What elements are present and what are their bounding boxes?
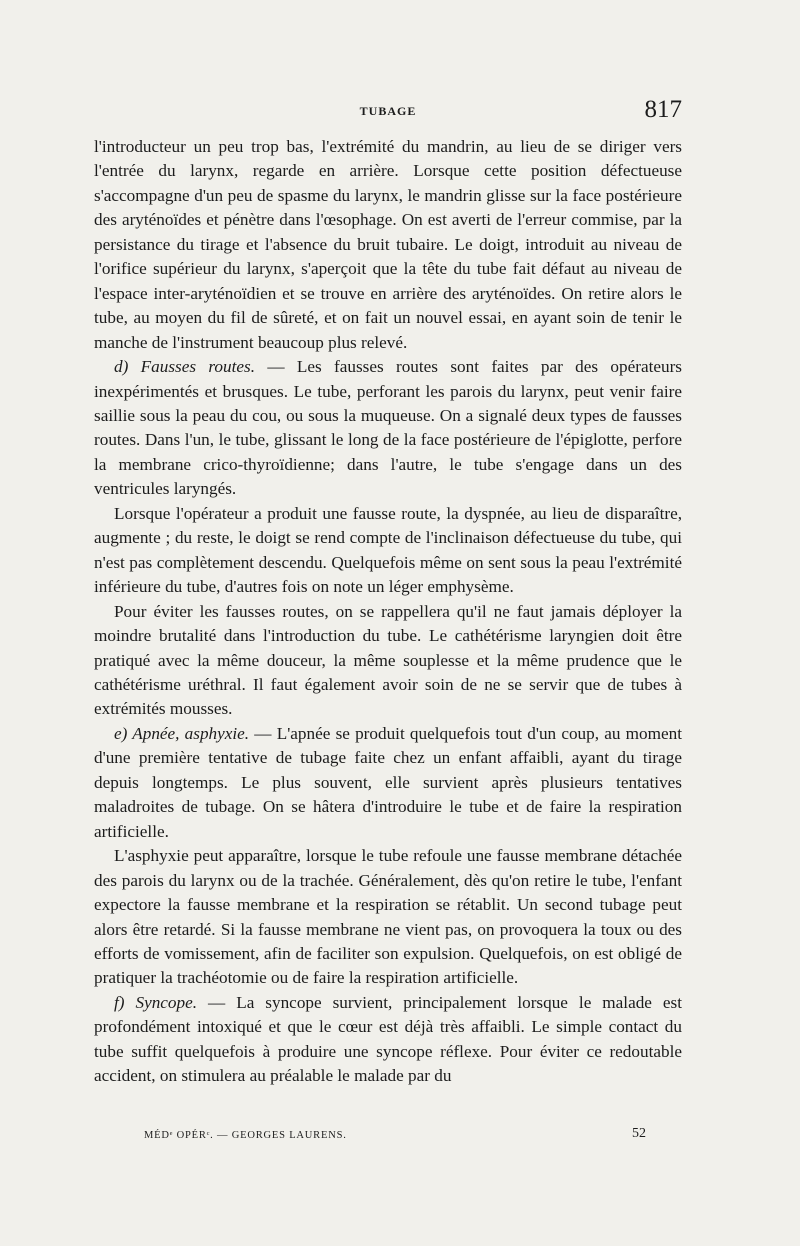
section-label: f) Syncope. [114,992,198,1012]
footer-credit: MÉDᵉ OPÉRᶜ. — GEORGES LAURENS. [144,1130,347,1141]
paragraph-text: Pour éviter les fausses routes, on se rappellera qu'il ne faut jamais déployer la moindre brutalité dans l'introduction du tube. Le cathétérisme laryngien doit être pratiqué avec la même douceur, la même souplesse et la même prudence que le cathétérisme uréthral. Il faut également avoir soin de ne se servir que de tubes à extrémités mousses. [94,601,682,719]
body-text [94,135,682,1089]
running-title: TUBAGE [359,104,417,118]
page-footer [94,1126,682,1148]
page-number: 817 [644,96,682,123]
section-label: d) Fausses routes. [114,357,255,377]
paragraph-text: L'asphyxie peut apparaître, lorsque le tube refoule une fausse membrane détachée des parois du larynx ou de la trachée. Généralement, dès qu'on retire le tube, l'enfant expectore la fausse membrane et la respiration se rétablit. Un second tubage peut alors être retardé. Si la fausse membrane ne vient pas, on provoquera la toux ou des efforts de vomissement, afin de faciliter son expulsion. Quelquefois, on est obligé de pratiquer la trachéotomie ou de faire la respiration artificielle. [94,846,682,988]
signature-mark: 52 [632,1126,646,1141]
page-header [94,96,682,130]
paragraph [94,722,682,844]
paragraph [94,355,682,502]
paragraph-text: l'introducteur un peu trop bas, l'extrémité du mandrin, au lieu de se diriger vers l'entrée du larynx, regarde en arrière. Lorsque cette position défectueuse s'accompagne d'un peu de spasme du larynx, le mandrin glisse sur la face postérieure des aryténoïdes et pénètre dans l'œsophage. On est averti de l'erreur commise, par la persistance du tirage et l'absence du bruit tubaire. Le doigt, introduit au niveau de l'orifice supérieur du larynx, s'aperçoit que la tête du tube fait défaut au niveau de l'espace inter-aryténoïdien et se trouve en arrière des aryténoïdes. On retire alors le tube, au moyen du fil de sûreté, et on fait un nouvel essai, en ayant soin de tenir le manche de l'instrument beaucoup plus relevé. [94,137,682,352]
section-label: e) Apnée, asphyxie. [114,723,250,743]
paragraph [94,600,682,722]
paragraph [94,502,682,600]
paragraph-text: — L'apnée se produit quelquefois tout d'un coup, au moment d'une première tentative de tubage faite chez un enfant affaibli, ayant du tirage depuis longtemps. Le plus souvent, elle survient après plusieurs tentatives maladroites de tubage. On se hâtera d'introduire le tube et de faire la respiration artificielle. [94,723,682,841]
paragraph-text: — La syncope survient, principalement lorsque le malade est profondément intoxiqué et que le cœur est déjà très affaibli. Le simple contact du tube suffit quelquefois à produire une syncope réflexe. Pour éviter ce redoutable accident, on stimulera au préalable le malade par du [94,992,682,1086]
paragraph [94,991,682,1089]
paragraph [94,135,682,355]
paragraph [94,844,682,991]
paragraph-text: — Les fausses routes sont faites par des opérateurs inexpérimentés et brusques. Le tube, perforant les parois du larynx, peut venir faire saillie sous la peau du cou, ou sous la muqueuse. On a signalé deux types de fausses routes. Dans l'un, le tube, glissant le long de la face postérieure de l'épiglotte, perfore la membrane crico-thyroïdienne; dans l'autre, le tube s'engage dans un des ventricules laryngés. [94,357,682,499]
paragraph-text: Lorsque l'opérateur a produit une fausse route, la dyspnée, au lieu de disparaître, augmente ; du reste, le doigt se rend compte de l'inclinaison défectueuse du tube, qui n'est pas complètement descendu. Quelquefois même on sent sous la peau l'extrémité inférieure du tube, d'autres fois on note un léger emphysème. [94,503,682,597]
